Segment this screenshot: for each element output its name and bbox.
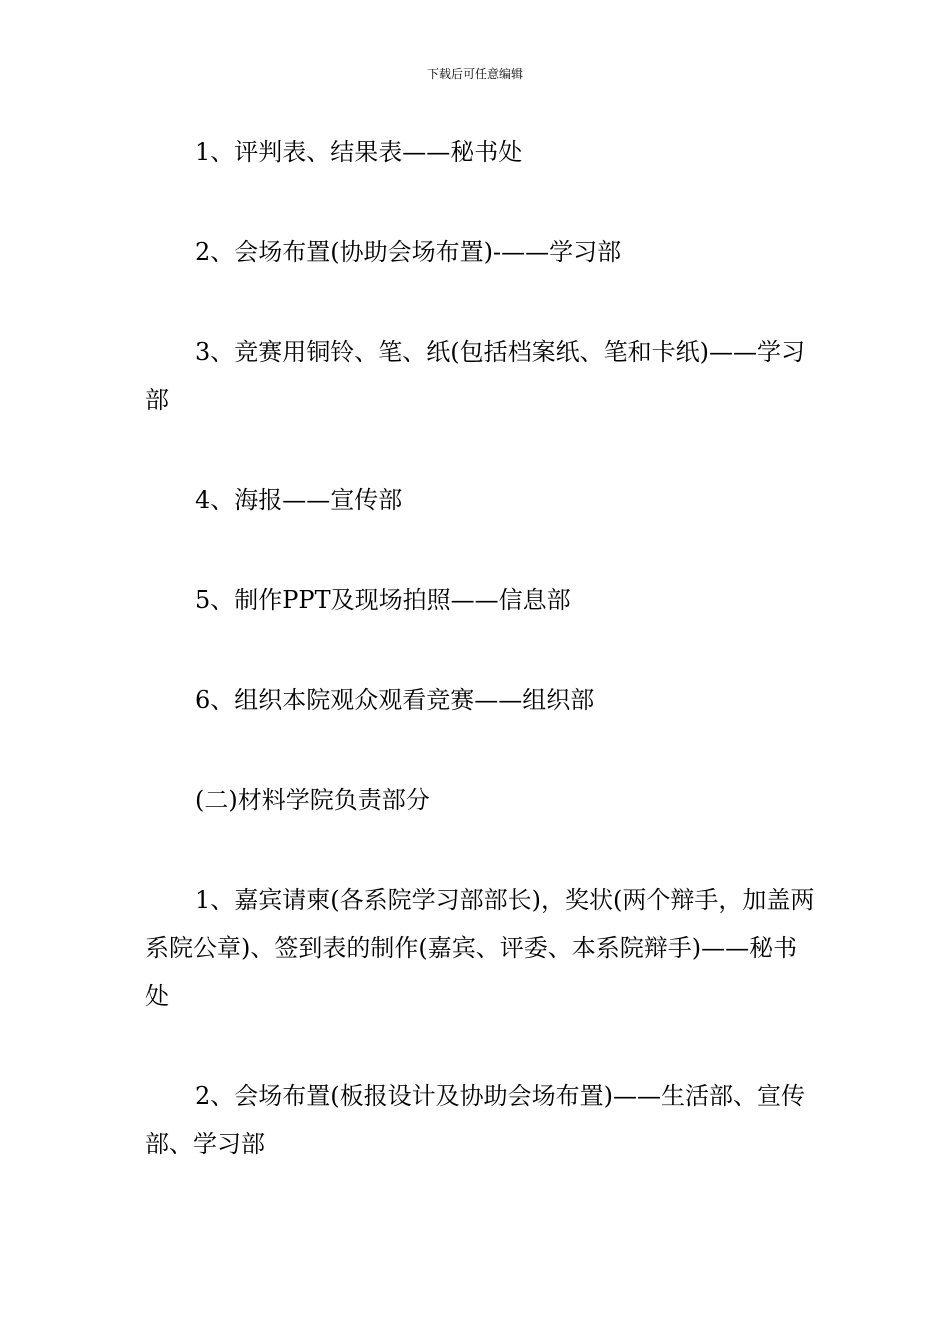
section-heading: (二)材料学院负责部分 [195, 786, 430, 814]
paragraph-1: 1、评判表、结果表——秘书处 [195, 138, 523, 166]
paragraph-8: 2、会场布置(板报设计及协助会场布置)——生活部、宣传部、学习部 [145, 1082, 805, 1158]
paragraph-7: 1、嘉宾请柬(各系院学习部部长)，奖状(两个辩手，加盖两系院公章)、签到表的制作(嘉宾、评委、本系院辩手)——秘书处 [145, 886, 815, 1010]
paragraph-2: 2、会场布置(协助会场布置)-——学习部 [195, 238, 622, 266]
header-note: 下载后可任意编辑 [426, 67, 523, 81]
paragraph-5: 5、制作PPT及现场拍照——信息部 [195, 586, 571, 614]
document-body [145, 128, 815, 1220]
paragraph-3: 3、竞赛用铜铃、笔、纸(包括档案纸、笔和卡纸)——学习部 [145, 338, 805, 414]
paragraph-4: 4、海报——宣传部 [195, 486, 403, 514]
paragraph-6: 6、组织本院观众观看竞赛——组织部 [195, 686, 595, 714]
